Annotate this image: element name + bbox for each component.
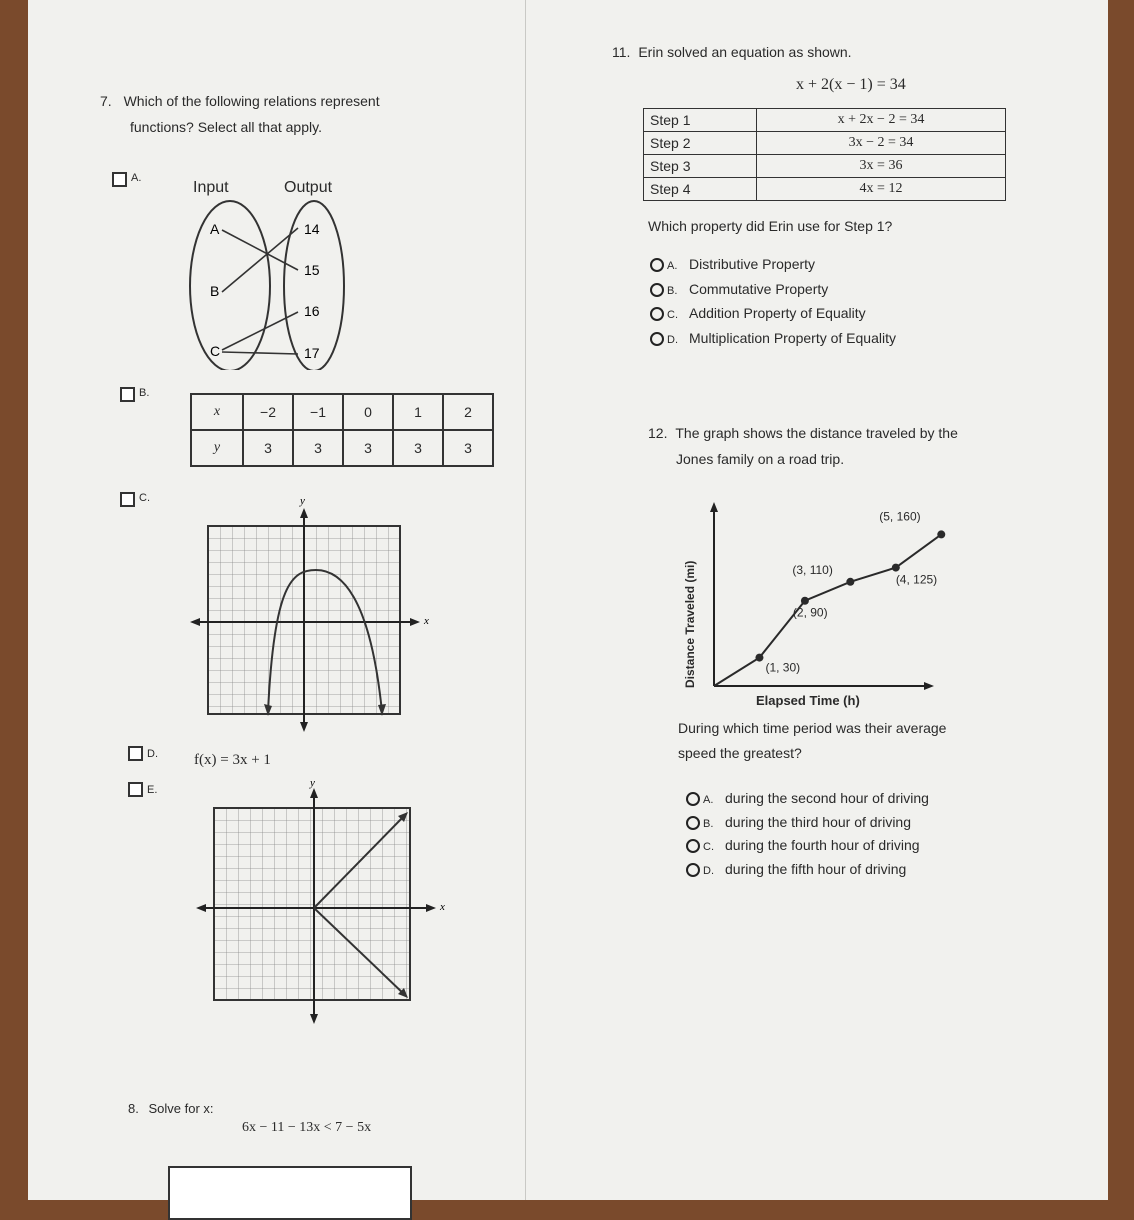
mapping-input-label: Input: [193, 179, 229, 196]
q11-option-d[interactable]: D. Multiplication Property of Equality: [650, 330, 896, 346]
chart-x-arrow: [924, 682, 934, 690]
q11-text: Erin solved an equation as shown.: [638, 44, 852, 60]
radio-button[interactable]: [686, 839, 700, 853]
q8-text: Solve for x:: [148, 1101, 214, 1116]
radio-button[interactable]: [686, 792, 700, 806]
q7-parabola-graph: [188, 494, 438, 734]
q11-option-a[interactable]: A. Distributive Property: [650, 256, 815, 272]
radio-button[interactable]: [650, 258, 664, 272]
chart-xlabel: Elapsed Time (h): [756, 693, 860, 708]
q7-xy-table: [190, 393, 494, 467]
q7-option-d-function: f(x) = 3x + 1: [194, 752, 271, 768]
series-line: [714, 534, 941, 686]
q7-option-e-checkbox[interactable]: [128, 782, 143, 797]
y-cell: 3: [393, 430, 443, 466]
q7-option-b-checkbox[interactable]: [120, 387, 135, 402]
table-row-x: [191, 394, 493, 430]
column-divider: [525, 0, 526, 1200]
input-c: C: [210, 343, 221, 359]
data-point: [937, 530, 945, 538]
q7-option-e-letter: E.: [147, 784, 158, 796]
x-cell: 1: [393, 394, 443, 430]
x-axis-arrow: [426, 904, 436, 912]
step-label: Step 4: [644, 178, 757, 201]
output-17: 17: [304, 345, 320, 361]
worksheet-page: [28, 0, 1108, 1200]
x-axis-arrow: [196, 904, 206, 912]
y-cell: 3: [293, 430, 343, 466]
x-cell: 0: [343, 394, 393, 430]
table-row: [644, 155, 1006, 178]
q7-number: 7.: [100, 93, 112, 109]
y-axis-label: y: [300, 495, 305, 507]
q12-option-a[interactable]: A. during the second hour of driving: [686, 790, 929, 806]
data-label: (2, 90): [792, 605, 828, 620]
y-cell: 3: [243, 430, 293, 466]
radio-button[interactable]: [650, 307, 664, 321]
output-15: 15: [304, 262, 320, 278]
q11-option-c[interactable]: C. Addition Property of Equality: [650, 305, 866, 321]
q12-option-b[interactable]: B. during the third hour of driving: [686, 814, 911, 830]
q12-question-line1: During which time period was their average: [678, 720, 947, 736]
q8-answer-box[interactable]: [168, 1166, 412, 1220]
data-label: (1, 30): [765, 660, 801, 675]
q11-steps-table: [643, 108, 1006, 201]
q11-option-b[interactable]: B. Commutative Property: [650, 281, 828, 297]
q7-option-b-letter: B.: [139, 387, 150, 399]
table-row: [644, 132, 1006, 155]
table-row: [644, 178, 1006, 201]
x-axis-label: x: [440, 901, 445, 913]
data-point: [892, 564, 900, 572]
table-row: [644, 109, 1006, 132]
chart-ylabel: Distance Traveled (mi): [683, 560, 697, 688]
q12-number: 12.: [648, 425, 668, 441]
output-14: 14: [304, 221, 320, 237]
radio-button[interactable]: [686, 863, 700, 877]
output-16: 16: [304, 303, 320, 319]
data-label: (3, 110): [792, 562, 833, 577]
q11-prompt: [612, 44, 852, 60]
q11-equation: x + 2(x − 1) = 34: [796, 76, 906, 93]
x-cell: −2: [243, 394, 293, 430]
q12-question: [678, 716, 946, 766]
x-axis-arrow: [410, 618, 420, 626]
data-point: [755, 654, 763, 662]
q7-text-line1: Which of the following relations represent: [123, 93, 380, 109]
step-equation: 4x = 12: [757, 178, 1006, 201]
q11-number: 11.: [612, 44, 631, 60]
table-row-y: [191, 430, 493, 466]
q7-mapping-diagram: [178, 170, 368, 370]
y-cell: 3: [443, 430, 493, 466]
q12-option-d[interactable]: D. during the fifth hour of driving: [686, 861, 906, 877]
q12-text-line2: Jones family on a road trip.: [676, 451, 845, 467]
q7-option-c-checkbox[interactable]: [120, 492, 135, 507]
step-label: Step 1: [644, 109, 757, 132]
y-header: y: [191, 430, 243, 466]
input-a: A: [210, 221, 220, 237]
step-equation: x + 2x − 2 = 34: [757, 109, 1006, 132]
distance-time-chart: [678, 500, 978, 716]
q12-text-line1: The graph shows the distance traveled by the: [675, 425, 958, 441]
q12-option-c[interactable]: C. during the fourth hour of driving: [686, 837, 920, 853]
q8-inequality: 6x − 11 − 13x < 7 − 5x: [242, 1120, 372, 1135]
x-cell: −1: [293, 394, 343, 430]
arrow-b-14: [222, 228, 298, 292]
q7-text-line2: functions? Select all that apply.: [130, 119, 322, 135]
q7-option-a-checkbox[interactable]: [112, 172, 127, 187]
arrow-c-17: [222, 352, 298, 354]
step-equation: 3x = 36: [757, 155, 1006, 178]
q12-question-line2: speed the greatest?: [678, 745, 802, 761]
y-cell: 3: [343, 430, 393, 466]
chart-y-arrow: [710, 502, 718, 512]
radio-button[interactable]: [686, 816, 700, 830]
x-axis-arrow: [190, 618, 200, 626]
x-cell: 2: [443, 394, 493, 430]
x-header: x: [191, 394, 243, 430]
input-b: B: [210, 283, 220, 299]
radio-button[interactable]: [650, 332, 664, 346]
y-axis-arrow: [310, 788, 318, 798]
q7-prompt: [100, 88, 380, 140]
y-axis-arrow: [310, 1014, 318, 1024]
data-point: [846, 578, 854, 586]
step-equation: 3x − 2 = 34: [757, 132, 1006, 155]
q7-option-a-letter: A.: [131, 172, 142, 184]
data-label: (5, 160): [879, 509, 921, 524]
y-axis-arrow: [300, 722, 308, 732]
radio-button[interactable]: [650, 283, 664, 297]
y-axis-label: y: [310, 777, 315, 789]
mapping-output-label: Output: [284, 179, 333, 196]
q7-option-c-letter: C.: [139, 492, 150, 504]
q12-prompt: [648, 420, 958, 472]
x-axis-label: x: [424, 615, 429, 627]
q8-number: 8.: [128, 1101, 139, 1116]
data-label: (4, 125): [895, 572, 938, 587]
step-label: Step 3: [644, 155, 757, 178]
data-point: [801, 597, 809, 605]
step-label: Step 2: [644, 132, 757, 155]
y-axis-arrow: [300, 508, 308, 518]
q7-abs-graph: [196, 776, 456, 1026]
q7-option-d-checkbox[interactable]: [128, 746, 143, 761]
q8-prompt: [128, 1101, 214, 1116]
q11-question: Which property did Erin use for Step 1?: [648, 218, 893, 234]
q7-option-d-letter: D.: [147, 748, 158, 760]
